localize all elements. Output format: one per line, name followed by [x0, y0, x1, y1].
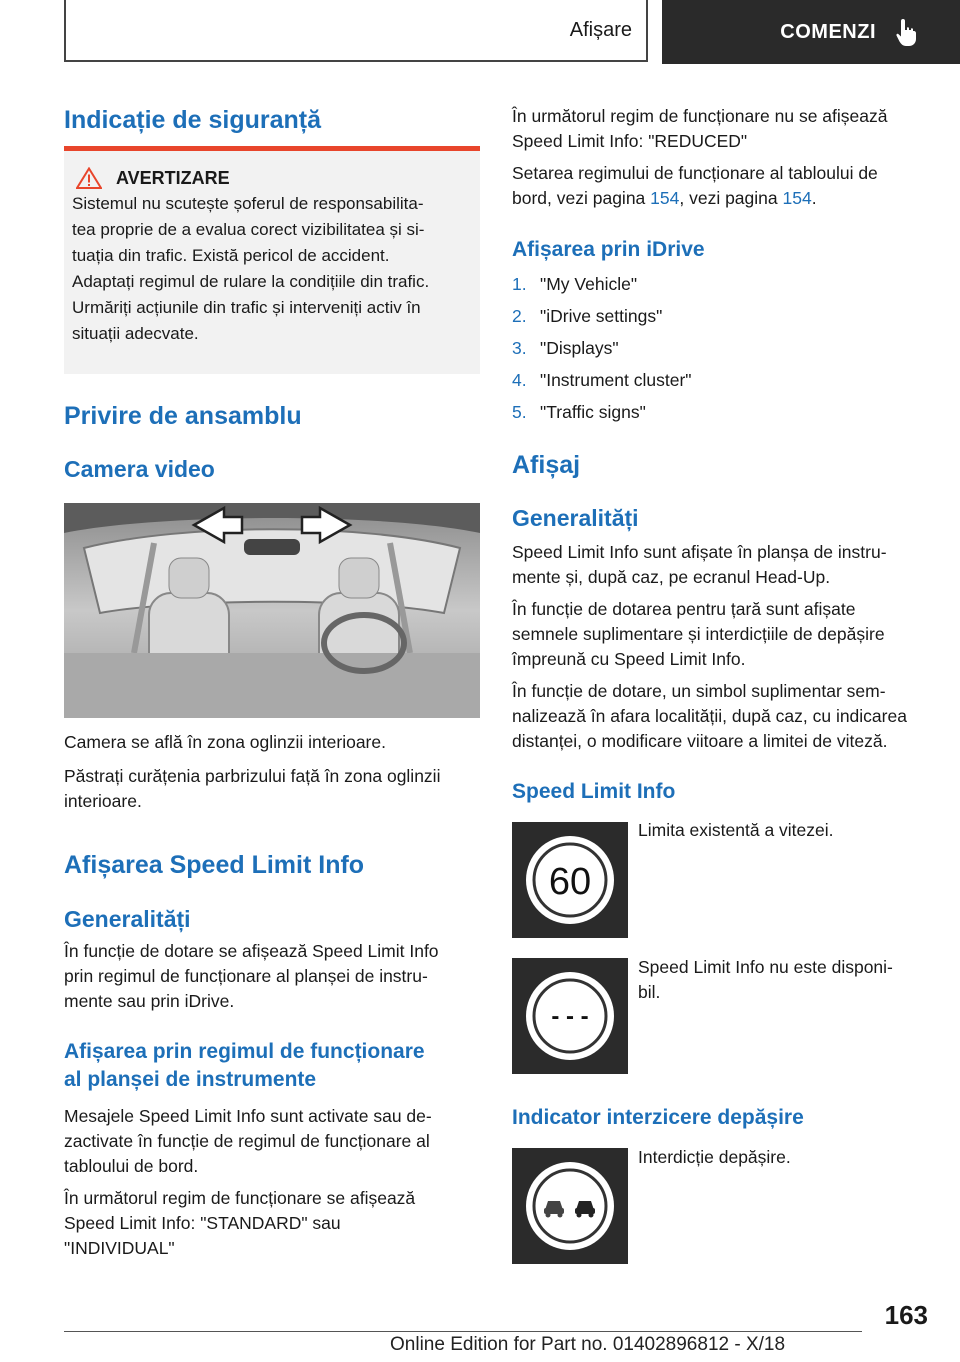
tab-comenzi[interactable]	[662, 0, 960, 64]
display-line: mente și, după caz, pe ecranul Head-Up.	[512, 567, 831, 587]
no-overtaking-icon	[512, 1148, 628, 1264]
overtake-title: Indicator interzicere depășire	[512, 1106, 804, 1129]
page-link-154-second[interactable]: 154	[782, 188, 812, 208]
step-number: 4.	[512, 370, 527, 390]
mode2-line: "INDIVIDUAL"	[64, 1238, 175, 1258]
settings-prefix: bord, vezi pagina	[512, 188, 651, 208]
speed-sign-graphic	[512, 822, 628, 938]
warning-label: AVERTIZARE	[116, 167, 230, 188]
mode2-line: În următorul regim de funcționare se afișează	[64, 1188, 416, 1208]
sign-60-caption: Limita existentă a vitezei.	[638, 820, 834, 840]
mode2-line: Speed Limit Info: "STANDARD" sau	[64, 1213, 341, 1233]
speed-limit-60-sign	[512, 822, 628, 938]
idrive-title: Afișarea prin iDrive	[512, 238, 705, 261]
warning-triangle-icon	[76, 167, 102, 189]
display-line: împreună cu Speed Limit Info.	[512, 649, 746, 669]
sli-title: Afișarea Speed Limit Info	[64, 851, 365, 879]
step-item	[512, 300, 692, 332]
tab-comenzi-label: COMENZI	[780, 20, 876, 43]
settings-mid: , vezi pagina	[679, 188, 783, 208]
warning-line: situații adecvate.	[72, 324, 199, 343]
unavailable-sign-graphic	[512, 958, 628, 1074]
top-tabs	[0, 0, 960, 66]
warning-box	[64, 151, 480, 374]
intro-line: Speed Limit Info: "REDUCED"	[512, 131, 748, 151]
camera-location-text: Camera se află în zona oglinzii interioare.	[64, 732, 386, 752]
warning-line: Adaptați regimul de rulare la condițiile din trafic.	[72, 272, 430, 291]
step-item	[512, 332, 692, 364]
mode-title-line: al planșei de instrumente	[64, 1068, 317, 1091]
warning-line: Urmăriți acțiunile din trafic și interveniți activ în	[72, 298, 421, 317]
camera-clean-line: Păstrați curățenia parbrizului față în zona oglinzii	[64, 766, 441, 786]
page-number: 163	[884, 1300, 928, 1330]
settings-suffix: .	[811, 188, 817, 208]
car-interior-illustration	[64, 503, 480, 718]
tab-afisare[interactable]	[64, 0, 648, 62]
sli-title-right: Speed Limit Info	[512, 780, 676, 803]
mode-line: Mesajele Speed Limit Info sunt activate sau de-	[64, 1106, 432, 1126]
camera-clean-line: interioare.	[64, 791, 142, 811]
general-line: mente sau prin iDrive.	[64, 991, 235, 1011]
step-text: "Traffic signs"	[540, 402, 646, 422]
tab-afisare-label: Afișare	[569, 18, 632, 41]
settings-ref-line	[512, 186, 942, 211]
sign-na-value: - - -	[551, 1003, 589, 1030]
general-line: În funcție de dotare se afișează Speed Limit Info	[64, 941, 439, 961]
step-item	[512, 396, 692, 428]
step-number: 5.	[512, 402, 527, 422]
step-item	[512, 268, 692, 300]
pointing-hand-icon	[894, 17, 920, 47]
step-text: "Displays"	[540, 338, 619, 358]
step-number: 2.	[512, 306, 527, 326]
step-text: "My Vehicle"	[540, 274, 638, 294]
sign-na-caption-line: Speed Limit Info nu este disponi-	[638, 957, 893, 977]
step-text: "Instrument cluster"	[540, 370, 692, 390]
display-line: Speed Limit Info sunt afișate în planșa de instru-	[512, 542, 887, 562]
page-link-154[interactable]: 154	[650, 188, 680, 208]
warning-header	[76, 167, 472, 189]
step-text: "iDrive settings"	[540, 306, 663, 326]
warning-line: Sistemul nu scutește șoferul de responsabilita-	[72, 194, 424, 213]
general-title-left: Generalități	[64, 906, 191, 932]
overtake-caption: Interdicție depășire.	[638, 1147, 791, 1167]
sign-na-caption-line: bil.	[638, 982, 661, 1002]
footer-edition: Online Edition for Part no. 01402896812 - X/18	[390, 1334, 786, 1355]
overview-title: Privire de ansamblu	[64, 402, 302, 430]
settings-line: Setarea regimului de funcționare al tabloului de	[512, 163, 878, 183]
no-overtaking-sign	[512, 1148, 628, 1264]
step-number: 1.	[512, 274, 527, 294]
intro-line: În următorul regim de funcționare nu se afișează	[512, 106, 888, 126]
display-line: nalizează în afara localității, după caz, cu indicarea	[512, 706, 907, 726]
speed-limit-unavailable-sign	[512, 958, 628, 1074]
warning-line: tea proprie de a evalua corect vizibilitatea și si-	[72, 220, 425, 239]
camera-title: Camera video	[64, 456, 215, 482]
step-item	[512, 364, 692, 396]
display-title: Afișaj	[512, 451, 581, 479]
sign-60-value: 60	[548, 861, 592, 903]
display-line: În funcție de dotare, un simbol suplimentar sem-	[512, 681, 886, 701]
camera-photo	[64, 503, 480, 718]
footer-rule	[64, 1331, 862, 1332]
warning-line: tuația din trafic. Există pericol de accident.	[72, 246, 390, 265]
step-number: 3.	[512, 338, 527, 358]
mode-line: tabloului de bord.	[64, 1156, 199, 1176]
mode-line: zactivate în funcție de regimul de funcționare al	[64, 1131, 430, 1151]
display-line: În funcție de dotarea pentru țară sunt afișate	[512, 599, 856, 619]
general-line: prin regimul de funcționare al planșei de instru-	[64, 966, 428, 986]
general-title-right: Generalități	[512, 505, 639, 531]
display-line: distanței, o modificare viitoare a limitei de viteză.	[512, 731, 888, 751]
idrive-steps	[512, 268, 692, 428]
display-line: semnele suplimentare și interdicțiile de depășire	[512, 624, 885, 644]
safety-title: Indicație de siguranță	[64, 106, 322, 134]
mode-title-line: Afișarea prin regimul de funcționare	[64, 1040, 425, 1063]
